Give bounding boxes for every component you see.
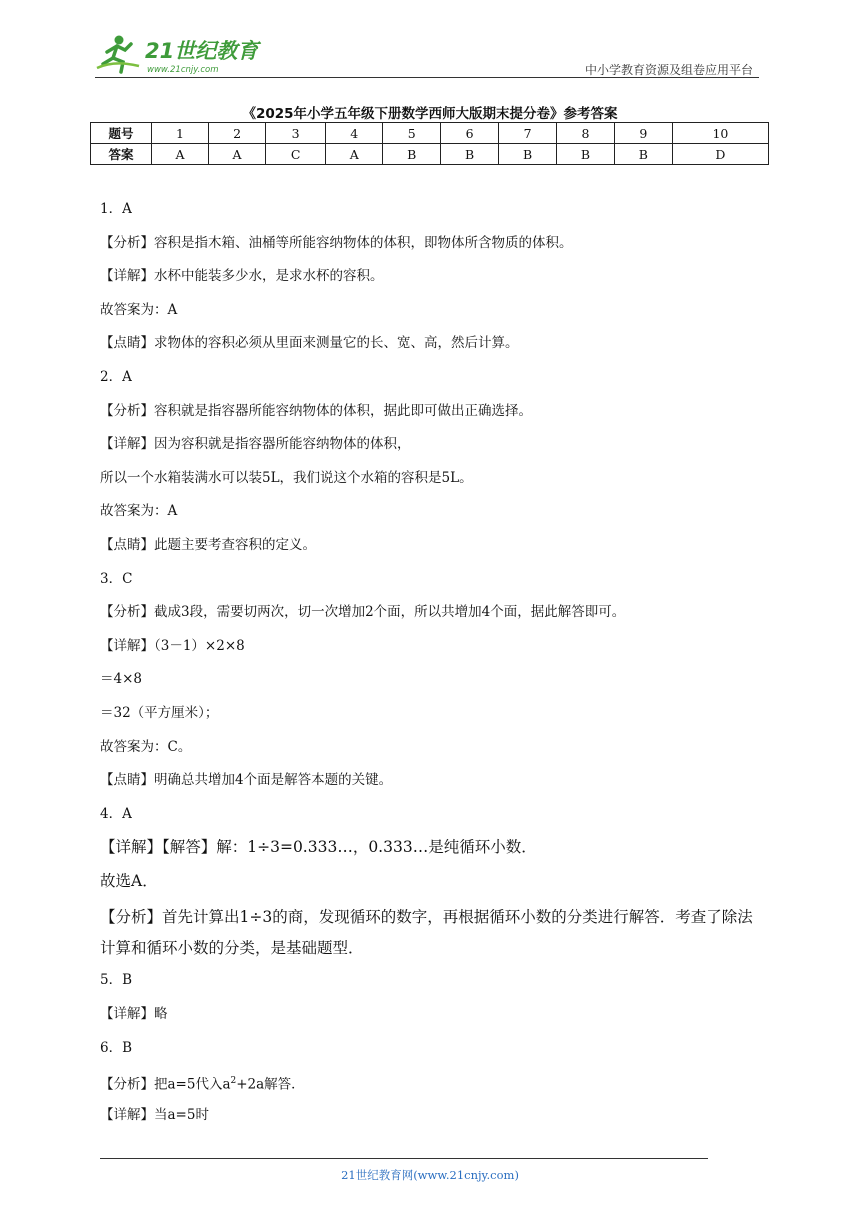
note-line: 【点睛】求物体的容积必须从里面来测量它的长、宽、高，然后计算。 <box>100 335 519 352</box>
analysis-line: 【分析】容积就是指容器所能容纳物体的体积，据此即可做出正确选择。 <box>100 402 532 419</box>
table-cell: 1 <box>152 123 209 144</box>
detail-line: 【详解】略 <box>100 1006 168 1023</box>
table-row-label: 答案 <box>91 144 152 165</box>
question-heading: 4．A <box>100 805 132 822</box>
page-title: 《2025年小学五年级下册数学西师大版期末提分卷》参考答案 <box>242 106 618 122</box>
table-cell: 7 <box>499 123 557 144</box>
table-row <box>91 123 769 144</box>
table-cell: B <box>614 144 672 165</box>
table-row <box>91 144 769 165</box>
table-cell: 3 <box>266 123 326 144</box>
header-divider <box>95 77 759 78</box>
analysis-line <box>100 1069 760 1103</box>
answer-table <box>90 122 769 165</box>
question-heading: 5．B <box>100 972 133 989</box>
table-cell: 5 <box>383 123 441 144</box>
svg-text:www.21cnjy.com: www.21cnjy.com <box>147 65 219 75</box>
answer-line: 故答案为：C。 <box>100 738 192 755</box>
detail-line: 所以一个水箱装满水可以装5L，我们说这个水箱的容积是5L。 <box>100 469 473 486</box>
detail-line: 【详解】因为容积就是指容器所能容纳物体的体积， <box>100 436 411 453</box>
note-line: 【点睛】此题主要考查容积的定义。 <box>100 536 316 553</box>
question-heading: 3．C <box>100 570 133 587</box>
table-cell: 8 <box>557 123 615 144</box>
exponent: 2 <box>230 1076 237 1087</box>
table-cell: 2 <box>209 123 266 144</box>
answer-line: 故答案为：A <box>100 503 178 520</box>
table-cell: 4 <box>326 123 383 144</box>
table-cell: C <box>266 144 326 165</box>
table-cell: B <box>441 144 499 165</box>
answer-explanations <box>100 197 760 1136</box>
analysis-line: 【分析】截成3段，需要切两次，切一次增加2个面，所以共增加4个面，据此解答即可。 <box>100 604 626 621</box>
logo-icon <box>95 30 265 76</box>
table-cell: D <box>672 144 768 165</box>
table-cell: 6 <box>441 123 499 144</box>
footer-text: 21世纪教育网(www.21cnjy.com) <box>341 1168 519 1182</box>
analysis-line: 【分析】容积是指木箱、油桶等所能容纳物体的体积，即物体所含物质的体积。 <box>100 234 573 251</box>
analysis-text: 【分析】把a=5代入a <box>100 1076 231 1093</box>
question-heading: 2．A <box>100 368 132 385</box>
table-cell: B <box>499 144 557 165</box>
answer-line: 故答案为：A <box>100 301 178 318</box>
table-cell: 10 <box>672 123 768 144</box>
analysis-text-tail: +2a解答． <box>236 1076 305 1093</box>
table-cell: A <box>209 144 266 165</box>
table-cell: A <box>326 144 383 165</box>
header-platform-text: 中小学教育资源及组卷应用平台 <box>584 63 753 77</box>
svg-text:21世纪教育: 21世纪教育 <box>145 39 259 63</box>
detail-line: 【详解】（3－1）×2×8 <box>100 637 245 654</box>
footer-divider <box>100 1158 708 1159</box>
detail-line: 【详解】水杯中能装多少水，是求水杯的容积。 <box>100 268 384 285</box>
answer-line: 故选A． <box>100 871 158 890</box>
table-cell: B <box>383 144 441 165</box>
question-heading: 1．A <box>100 201 132 217</box>
page-header <box>95 30 759 80</box>
analysis-line: 【分析】首先计算出1÷3的商，发现循环的数字，再根据循环小数的分类进行解答．考查了除法计算和循环小数的分类，是基础题型． <box>100 908 753 958</box>
calc-line: ＝4×8 <box>100 671 142 688</box>
detail-line: 【详解】【解答】解：1÷3=0.333…，0.333…是纯循环小数． <box>100 838 537 857</box>
table-row-label: 题号 <box>91 123 152 144</box>
calc-line: ＝32（平方厘米）； <box>100 704 219 721</box>
note-line: 【点睛】明确总共增加4个面是解答本题的关键。 <box>100 772 393 789</box>
table-cell: 9 <box>614 123 672 144</box>
question-heading: 6．B <box>100 1039 133 1056</box>
table-cell: A <box>152 144 209 165</box>
detail-line: 【详解】当a=5时 <box>100 1106 209 1123</box>
table-cell: B <box>557 144 615 165</box>
